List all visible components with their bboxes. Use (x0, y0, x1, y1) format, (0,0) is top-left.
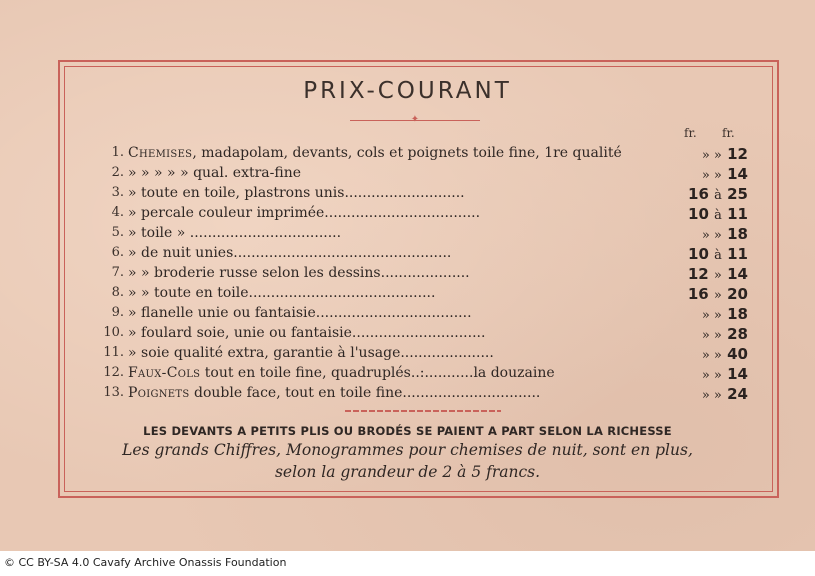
ornament-icon: ✦ (410, 114, 420, 125)
row-desc-text: » foulard soie, unie ou fantaisie.............................. (128, 325, 486, 341)
price-row (92, 245, 752, 264)
row-description (128, 205, 480, 221)
price-to: 25 (727, 185, 748, 203)
row-desc-text: » » toute en toile.......................................... (128, 285, 436, 301)
price-to: 28 (727, 325, 748, 343)
dashed-divider (345, 410, 501, 412)
row-number: 3. (111, 185, 124, 200)
column-header-fr-1: fr. (684, 126, 697, 140)
price-separator: » (713, 168, 722, 183)
price-from: » (701, 368, 714, 383)
price-from: » (701, 148, 714, 163)
price-separator: » (713, 268, 722, 283)
row-price (680, 205, 748, 223)
page-title: PRIX-COURANT (303, 78, 512, 104)
price-from: » (701, 328, 714, 343)
price-to: 11 (727, 245, 748, 263)
price-row (92, 145, 752, 164)
price-row (92, 165, 752, 184)
price-separator: » (713, 228, 722, 243)
row-price (680, 345, 748, 363)
price-from: » (701, 308, 714, 323)
row-price (680, 385, 748, 403)
row-number: 13. (103, 385, 124, 400)
row-number: 12. (103, 365, 124, 380)
row-description (128, 345, 494, 361)
row-description (128, 285, 435, 301)
price-separator: » (713, 368, 722, 383)
row-desc-text: » » broderie russe selon les dessins.................... (128, 265, 470, 281)
row-description (128, 165, 301, 181)
price-to: 11 (727, 205, 748, 223)
price-separator: » (713, 328, 722, 343)
row-category: Faux-Cols (128, 365, 201, 381)
price-to: 14 (727, 265, 748, 283)
row-description (128, 265, 470, 281)
price-row (92, 345, 752, 364)
row-price (680, 305, 748, 323)
price-row (92, 225, 752, 244)
price-separator: à (714, 188, 722, 203)
row-price (680, 365, 748, 383)
price-row (92, 385, 752, 404)
row-category: Chemises (128, 145, 193, 161)
price-row (92, 185, 752, 204)
row-number: 4. (111, 205, 124, 220)
row-desc-text: » de nuit unies................................................. (128, 245, 452, 261)
price-to: 20 (727, 285, 748, 303)
price-to: 14 (727, 165, 748, 183)
price-separator: » (713, 388, 722, 403)
price-separator: à (714, 208, 722, 223)
italic-note-line-1: Les grands Chiffres, Monogrammes pour chemises de nuit, sont en plus, (122, 441, 693, 459)
row-description (128, 245, 451, 261)
price-separator: » (713, 148, 722, 163)
row-desc-text: double face, tout en toile fine............................... (189, 385, 541, 401)
row-desc-text: » » » » » qual. extra-fine (128, 165, 301, 181)
price-from: » (701, 228, 714, 243)
row-description (128, 385, 540, 401)
price-from: 16 (688, 185, 709, 203)
price-row (92, 325, 752, 344)
row-desc-text: » percale couleur imprimée................................... (128, 205, 481, 221)
row-description (128, 225, 341, 241)
price-separator: » (713, 288, 722, 303)
row-number: 6. (111, 245, 124, 260)
row-description (128, 145, 622, 161)
price-from: 16 (687, 285, 709, 303)
price-to: 18 (727, 305, 748, 323)
row-number: 9. (111, 305, 124, 320)
row-number: 8. (111, 285, 124, 300)
row-description (128, 325, 485, 341)
price-from: » (701, 348, 714, 363)
row-number: 7. (111, 265, 124, 280)
price-from: 10 (688, 245, 709, 263)
row-number: 1. (111, 145, 124, 160)
row-desc-text: » flanelle unie ou fantaisie................................... (128, 305, 472, 321)
row-number: 11. (103, 345, 124, 360)
row-description (128, 305, 472, 321)
column-header-fr-2: fr. (722, 126, 735, 140)
price-row (92, 285, 752, 304)
price-from: 10 (688, 205, 709, 223)
row-description (128, 185, 465, 201)
price-separator: à (714, 248, 722, 263)
row-desc-text: » toile » .................................. (128, 225, 342, 241)
row-desc-text: , madapolam, devants, cols et poignets toile fine, 1re qualité (192, 145, 622, 161)
license-credit: © CC BY-SA 4.0 Cavafy Archive Onassis Foundation (4, 556, 287, 569)
row-number: 10. (103, 325, 124, 340)
row-price (680, 265, 748, 283)
price-from: » (701, 168, 714, 183)
price-to: 40 (727, 345, 748, 363)
row-price (680, 165, 748, 183)
row-price (680, 185, 748, 203)
row-price (680, 245, 748, 263)
row-desc-text: » toute en toile, plastrons unis........................... (128, 185, 465, 201)
price-row (92, 305, 752, 324)
price-to: 12 (727, 145, 748, 163)
price-row (92, 365, 752, 384)
row-price (680, 145, 748, 163)
row-price (680, 285, 748, 303)
price-from: » (701, 388, 714, 403)
row-number: 5. (111, 225, 124, 240)
price-to: 24 (727, 385, 748, 403)
price-to: 14 (727, 365, 748, 383)
row-category: Poignets (128, 385, 190, 401)
price-to: 18 (727, 225, 748, 243)
row-desc-text: tout en toile fine, quadruplés..:...........la douzaine (200, 365, 555, 381)
price-row (92, 205, 752, 224)
price-from: 12 (687, 265, 709, 283)
italic-note-line-2: selon la grandeur de 2 à 5 francs. (274, 463, 541, 481)
row-number: 2. (111, 165, 124, 180)
row-description (128, 365, 555, 381)
price-separator: » (713, 348, 722, 363)
richesse-note: LES DEVANTS A PETITS PLIS OU BRODÉS SE PAIENT A PART SELON LA RICHESSE (143, 424, 672, 438)
row-desc-text: » soie qualité extra, garantie à l'usage..................... (128, 345, 494, 361)
row-price (680, 225, 748, 243)
price-separator: » (713, 308, 722, 323)
row-price (680, 325, 748, 343)
price-row (92, 265, 752, 284)
